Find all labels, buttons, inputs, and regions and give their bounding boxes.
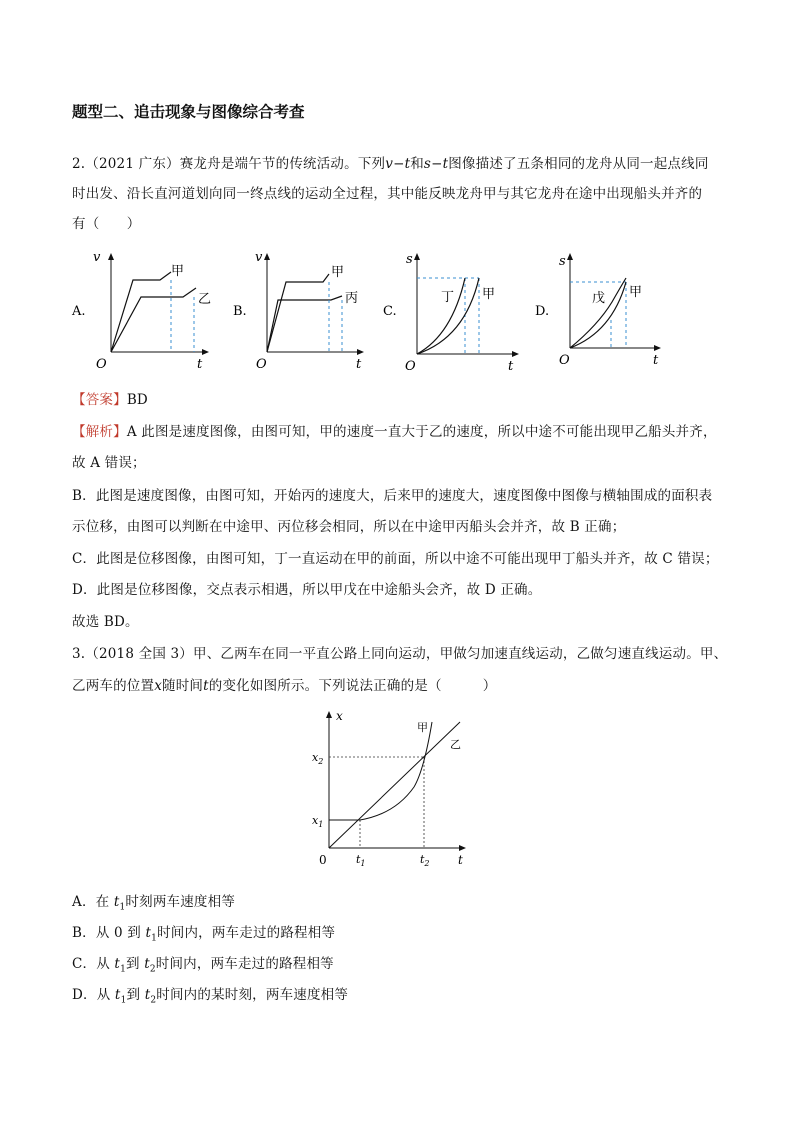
q2-var-t2: t	[442, 156, 449, 172]
graph-b-x-label: t	[356, 357, 362, 372]
q3-label-x1: $x_1$	[312, 814, 324, 829]
graph-c-label-ding: 丁	[441, 290, 455, 305]
graph-c-x-label: t	[508, 359, 514, 374]
q2-line1	[72, 152, 709, 172]
q3-y-label: x	[336, 709, 343, 723]
analysis-conclusion: 故选 BD。	[72, 614, 139, 630]
analysis-a1-text: A 此图是速度图像，由图可知，甲的速度一直大于乙的速度，所以中途不可能出现甲乙船头并齐，	[126, 424, 717, 440]
graph-a-curve-yi	[111, 288, 196, 352]
graph-d-y-label: s	[559, 254, 566, 269]
q3-label-t2: $t_2$	[420, 853, 430, 868]
q3-line-yi	[329, 722, 460, 848]
graph-b	[233, 250, 363, 372]
answer-line	[72, 388, 148, 408]
q2-line2: 时出发、沿长直河道划向同一终点线的运动全过程，其中能反映龙舟甲与其它龙舟在途中出现船头并齐的	[72, 186, 703, 202]
q3-option-a: A．在 $t_1$时刻两车速度相等	[72, 894, 236, 913]
graph-a-curve-jia	[111, 272, 171, 352]
analysis-tag: 【解析】	[72, 424, 127, 440]
q2-text-a: 2.（2021 广东）赛龙舟是端午节的传统活动。下列	[72, 156, 386, 172]
graph-d-label-wu: 戊	[592, 291, 606, 306]
graph-d	[535, 254, 660, 368]
q2-graphs	[60, 240, 750, 380]
graph-b-label-bing: 丙	[345, 291, 359, 306]
q3-line2	[72, 674, 496, 694]
graph-a	[71, 250, 211, 372]
graph-d-label-jia: 甲	[629, 285, 643, 300]
graph-a-y-label: v	[93, 250, 101, 265]
q3-var-t: t	[203, 678, 209, 694]
q3-label-yi: 乙	[450, 738, 461, 751]
graph-b-curve-jia	[267, 274, 329, 352]
q3-var-x: x	[154, 678, 163, 694]
q3-text-a: 乙两车的位置	[72, 678, 155, 694]
q3-label-jia: 甲	[417, 721, 428, 734]
analysis-line-b1: B．此图是速度图像，由图可知，开始丙的速度大，后来甲的速度大，速度图像中图像与横轴围成的面积表	[72, 488, 713, 504]
q3-text-b: 随时间	[162, 678, 204, 694]
analysis-line-d: D．此图是位移图像，交点表示相遇，所以甲戊在中途船头会齐，故 D 正确。	[72, 582, 542, 598]
q2-dash2: −	[431, 156, 443, 172]
graph-a-label-yi: 乙	[198, 292, 212, 307]
graph-b-curve-bing	[267, 296, 342, 352]
answer-tag: 【答案】	[72, 392, 127, 408]
option-label-b: B.	[233, 304, 247, 319]
analysis-line-b2: 示位移，由图可以判断在中途甲、丙位移会相同，所以在中途甲丙船头会并齐，故 B 正确；	[72, 519, 626, 535]
answer-text: BD	[126, 392, 148, 408]
q3-line1: 3.（2018 全国 3）甲、乙两车在同一平直公路上同向运动，甲做匀加速直线运动，乙做匀速直线运动。甲、	[72, 646, 728, 662]
q3-label-x2: $x_2$	[312, 751, 324, 766]
q2-and: 和	[410, 156, 424, 172]
graph-c-y-label: s	[406, 252, 413, 267]
q3-curve-jia	[329, 722, 432, 820]
graph-c	[383, 252, 518, 374]
q2-var-t1: t	[404, 156, 411, 172]
graph-b-y-label: v	[255, 250, 263, 265]
q2-var-v: v	[385, 156, 394, 172]
option-label-d: D.	[535, 304, 550, 319]
section-heading: 题型二、追击现象与图像综合考查	[72, 103, 305, 121]
q3-option-c: C．从 $t_1$到 $t_2$时间内，两车走过的路程相等	[72, 956, 334, 975]
graph-d-curve-wu	[570, 278, 626, 348]
option-label-c: C.	[383, 304, 397, 319]
graph-a-x-label: t	[197, 357, 203, 372]
graph-b-origin: O	[256, 357, 267, 372]
graph-c-label-jia: 甲	[482, 287, 496, 302]
option-label-a: A.	[72, 304, 86, 319]
q3-text-c: 的变化如图所示。下列说法正确的是（ ）	[208, 678, 497, 694]
q3-option-b: B．从 0 到 $t_1$时间内，两车走过的路程相等	[72, 925, 336, 944]
graph-d-x-label: t	[653, 353, 659, 368]
q3-label-t1: $t_1$	[356, 853, 366, 868]
q3-option-d: D．从 $t_1$到 $t_2$时间内的某时刻，两车速度相等	[72, 987, 349, 1006]
q3-origin: 0	[319, 853, 327, 867]
q3-x-label: t	[458, 853, 463, 867]
q2-var-s: s	[423, 156, 432, 172]
graph-b-label-jia: 甲	[331, 265, 345, 280]
q2-text-b: 图像描述了五条相同的龙舟从同一起点线同	[448, 156, 709, 172]
q3-graph	[300, 702, 480, 872]
q2-line3: 有（ ）	[72, 216, 141, 232]
graph-d-origin: O	[559, 353, 570, 368]
analysis-line-a1	[72, 420, 717, 440]
analysis-line-c: C．此图是位移图像，由图可知，丁一直运动在甲的前面，所以中途不可能出现甲丁船头并齐，故 C 错误；	[72, 551, 719, 567]
graph-c-origin: O	[405, 359, 416, 374]
q2-dash1: −	[393, 156, 405, 172]
graph-a-origin: O	[96, 357, 107, 372]
graph-a-label-jia: 甲	[171, 264, 185, 279]
analysis-line-a2: 故 A 错误；	[72, 455, 146, 471]
